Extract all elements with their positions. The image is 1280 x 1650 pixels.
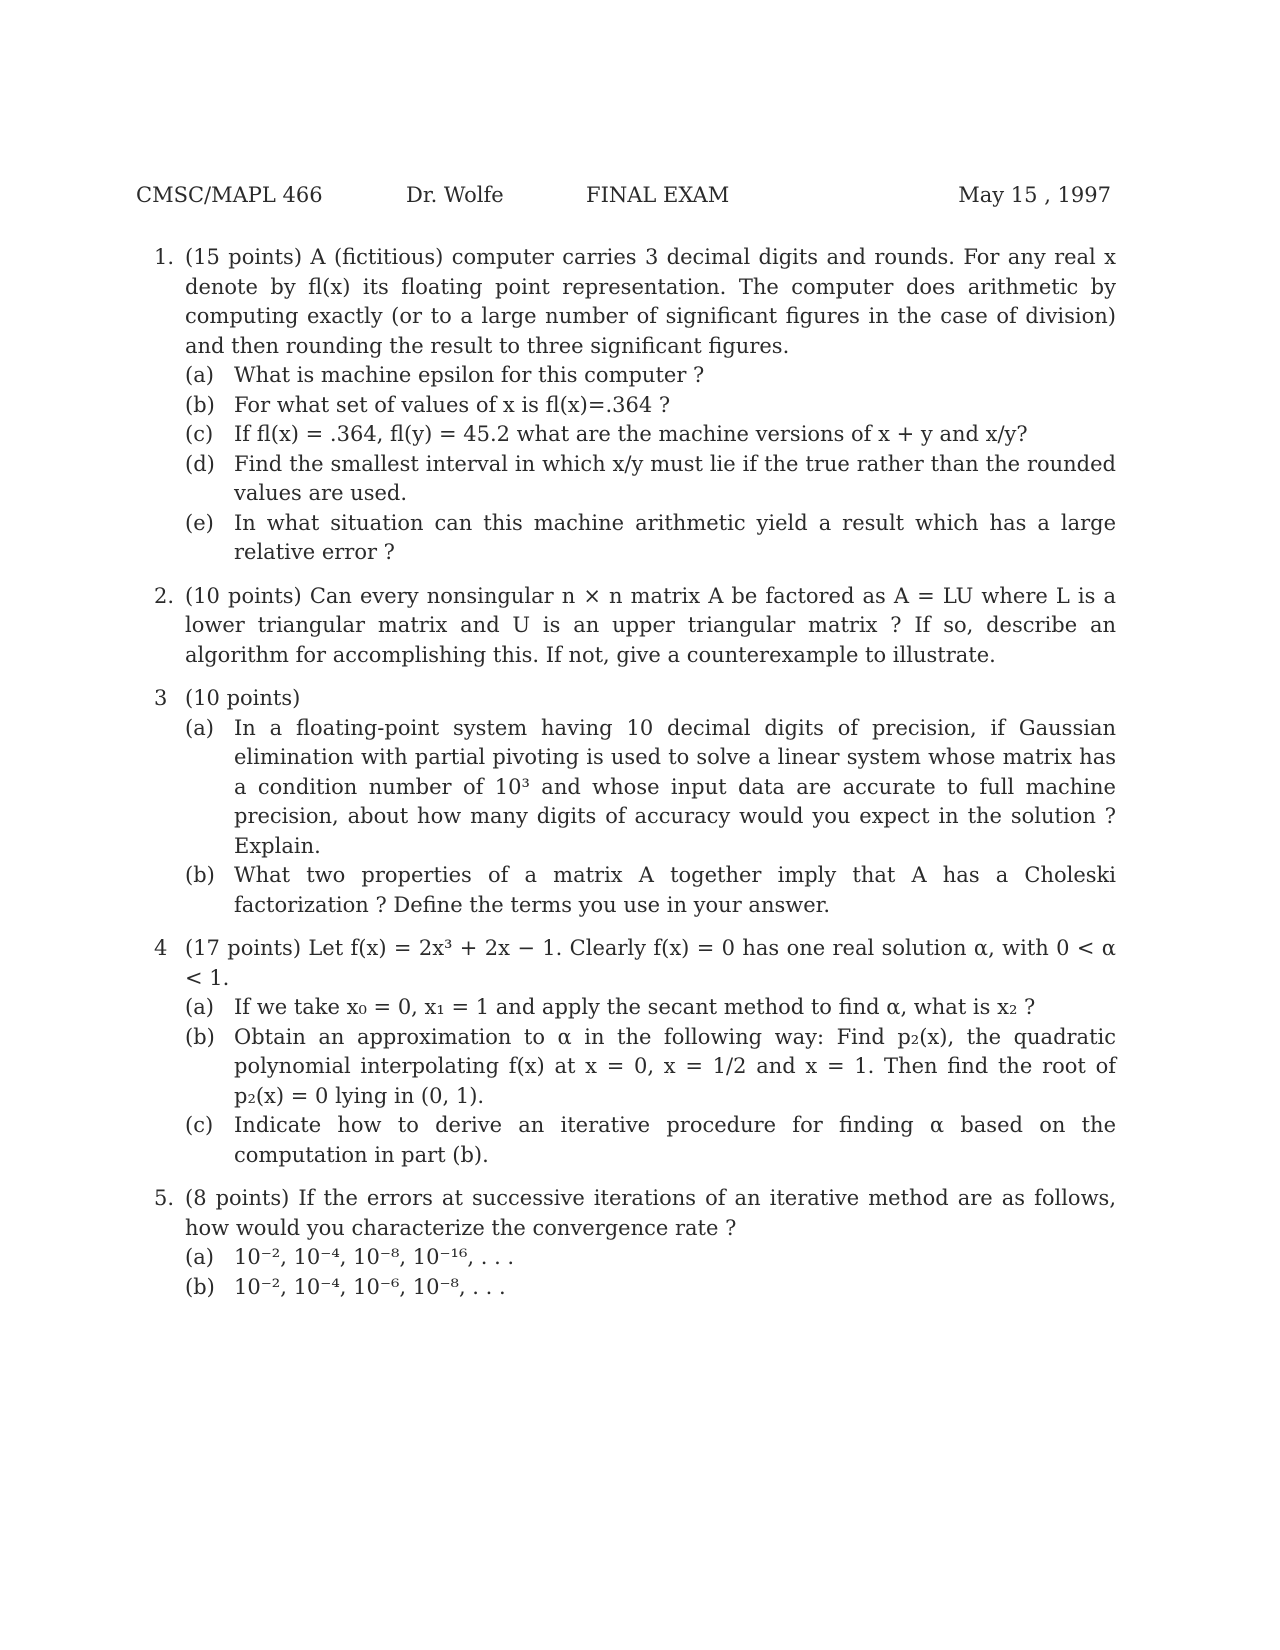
problem-1 bbox=[136, 243, 1116, 568]
problem-4 bbox=[136, 934, 1116, 1170]
problem-number: 2. bbox=[154, 583, 175, 608]
part-label: (b) bbox=[185, 392, 215, 417]
part-label: (b) bbox=[185, 863, 215, 887]
part-text: What is machine epsilon for this computer ? bbox=[234, 363, 705, 387]
part-text: What two properties of a matrix A together imply that A has a Choleski factorization ? Define the terms you use in your answer. bbox=[234, 863, 1116, 917]
problem-part bbox=[185, 361, 1116, 391]
part-label: (c) bbox=[185, 1113, 214, 1137]
part-text: If fl(x) = .364, fl(y) = 45.2 what are the machine versions of x + y and x/y? bbox=[234, 422, 1028, 446]
exam-date: May 15 , 1997 bbox=[958, 183, 1111, 207]
part-label: (a) bbox=[185, 995, 214, 1019]
problem-list bbox=[136, 243, 1116, 1316]
problem-text: (8 points) If the errors at successive iterations of an iterative method are as follows, how would you characterize the convergence rate ? bbox=[185, 1186, 1116, 1240]
problem-part bbox=[185, 420, 1116, 450]
part-label: (a) bbox=[185, 1245, 214, 1269]
problem-text: (15 points) A (fictitious) computer carries 3 decimal digits and rounds. For any real x denote by fl(x) its floating point representation. The computer does arithmetic by computing exactly (or to a large number of significant figures in the case of division) and then rounding the result to three significant figures. bbox=[185, 245, 1116, 358]
instructor-name: Dr. Wolfe bbox=[406, 183, 504, 207]
problem-text: (17 points) Let f(x) = 2x³ + 2x − 1. Clearly f(x) = 0 has one real solution α, with 0 < α < 1. bbox=[185, 936, 1116, 990]
problem-number: 5. bbox=[154, 1186, 175, 1210]
part-label: (a) bbox=[185, 715, 214, 740]
part-label: (b) bbox=[185, 1274, 215, 1299]
problem-3 bbox=[136, 684, 1116, 920]
problem-2 bbox=[136, 582, 1116, 671]
exam-header bbox=[136, 183, 1111, 213]
problem-part bbox=[185, 450, 1116, 509]
course-code: CMSC/MAPL 466 bbox=[136, 183, 323, 207]
problem-number: 1. bbox=[154, 245, 175, 269]
part-text: For what set of values of x is fl(x)=.364 ? bbox=[234, 392, 671, 417]
part-text: Find the smallest interval in which x/y must lie if the true rather than the rounded values are used. bbox=[234, 451, 1116, 505]
problem-text: (10 points) bbox=[185, 686, 301, 710]
problem-part bbox=[185, 391, 1116, 421]
part-text: Obtain an approximation to α in the following way: Find p₂(x), the quadratic polynomial interpolating f(x) at x = 0, x = 1/2 and x = 1. Then find the root of p₂(x) = 0 lying in (0, 1). bbox=[234, 1024, 1116, 1108]
part-text: If we take x₀ = 0, x₁ = 1 and apply the secant method to find α, what is x₂ ? bbox=[234, 995, 1036, 1019]
part-text: Indicate how to derive an iterative procedure for finding α based on the computation in part (b). bbox=[234, 1113, 1116, 1167]
problem-part bbox=[185, 714, 1116, 862]
part-text: In what situation can this machine arithmetic yield a result which has a large relative error ? bbox=[234, 510, 1116, 564]
part-label: (e) bbox=[185, 510, 214, 535]
problem-part bbox=[185, 1111, 1116, 1170]
part-text: In a floating-point system having 10 decimal digits of precision, if Gaussian elimination with partial pivoting is used to solve a linear system whose matrix has a condition number of 10³ and whose input data are accurate to full machine precision, about how many digits of accuracy would you expect in the solution ? Explain. bbox=[234, 715, 1116, 858]
problem-number: 4 bbox=[154, 936, 168, 960]
problem-part bbox=[185, 1023, 1116, 1112]
problem-number: 3 bbox=[154, 686, 168, 710]
problem-text: (10 points) Can every nonsingular n × n matrix A be factored as A = LU where L is a lower triangular matrix and U is an upper triangular matrix ? If so, describe an algorithm for accomplishing this. If not, give a counterexample to illustrate. bbox=[185, 583, 1116, 667]
part-label: (c) bbox=[185, 422, 214, 446]
problem-part bbox=[185, 509, 1116, 568]
problem-part bbox=[185, 1243, 1116, 1273]
problem-part bbox=[185, 993, 1116, 1023]
problem-part bbox=[185, 861, 1116, 920]
problem-5 bbox=[136, 1184, 1116, 1302]
part-label: (d) bbox=[185, 451, 215, 476]
problem-part bbox=[185, 1273, 1116, 1303]
part-text: 10⁻², 10⁻⁴, 10⁻⁸, 10⁻¹⁶, . . . bbox=[234, 1245, 515, 1269]
exam-title: FINAL EXAM bbox=[586, 183, 730, 207]
part-label: (b) bbox=[185, 1024, 215, 1049]
part-label: (a) bbox=[185, 363, 214, 387]
part-text: 10⁻², 10⁻⁴, 10⁻⁶, 10⁻⁸, . . . bbox=[234, 1274, 506, 1299]
